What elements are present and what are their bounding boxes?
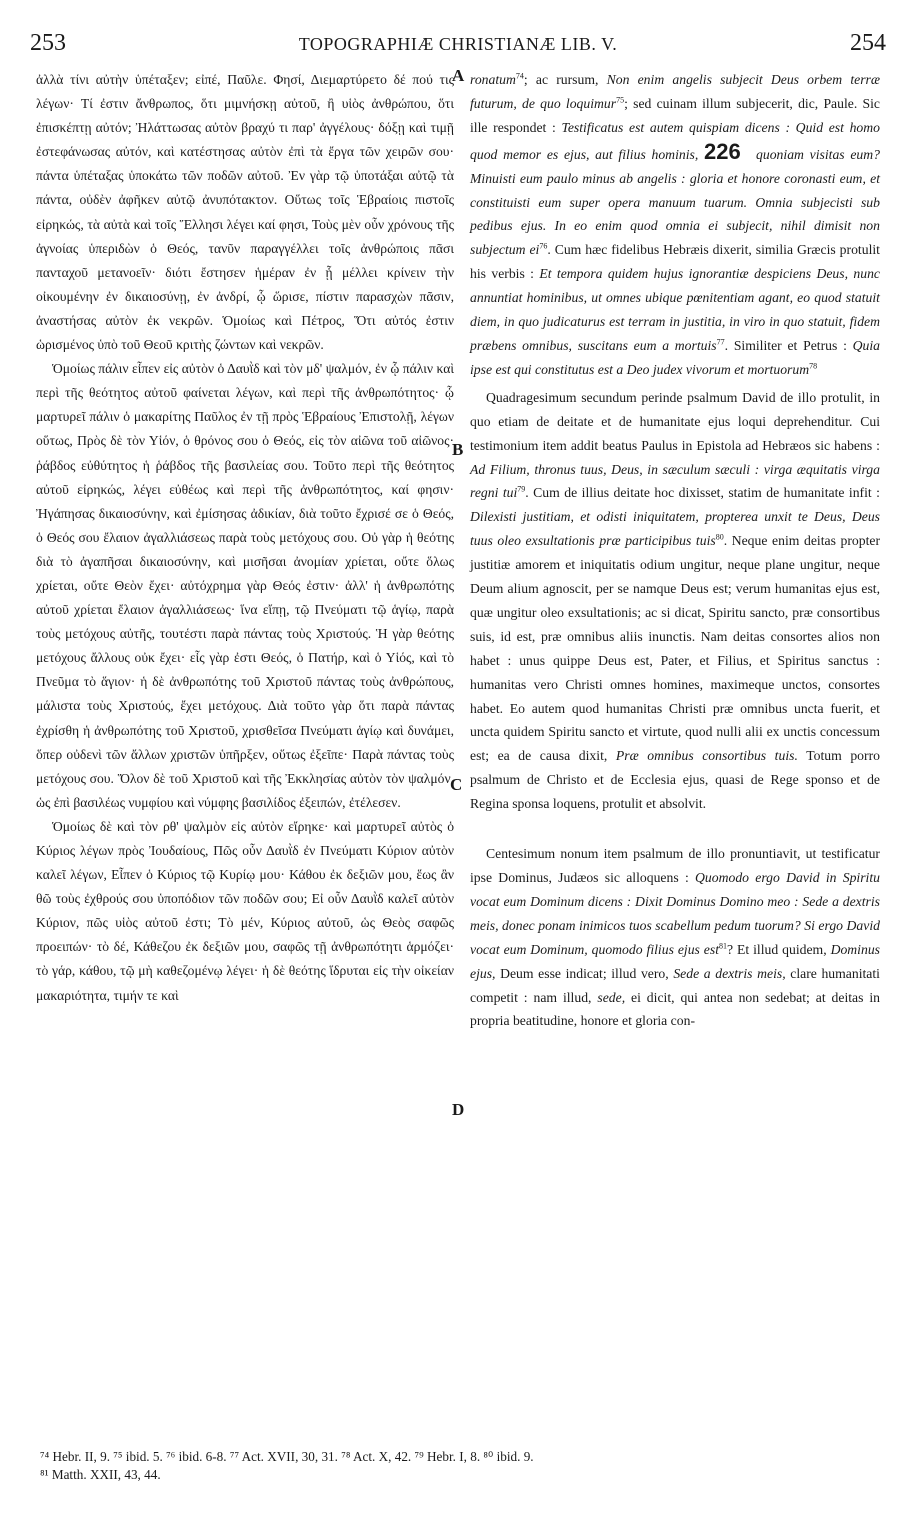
note-ref-77: 77: [716, 337, 725, 347]
greek-column: [36, 68, 454, 1008]
footnotes: [40, 1448, 886, 1484]
column-number: 226: [704, 138, 741, 164]
latin-paragraph-1: ronatum$^{74}$; ac rursum, Non enim angelis subjecit Deus orbem terræ futurum, de quo loquimur$^{75}$; sed cuinam illum subjecerit, dic, Paule. Sic ille respondet : Testificatus est autem quispiam dicens : Quid est homo quod memor es ejus, aut filius hominis, 226 quoniam visitas eum? Minuisti eum paulo minus ab angelis : gloria et honore coronasti eum, et constituisti eum super opera manuum tuarum. Omnia subjecisti sub pedibus ejus. In eo enim quod omnia ei subjecit, nihil dimisit non subjectum $ei^{76}$. Cum hæc fidelibus Hebræis dixerit, similia Græcis protulit his verbis : Et tempora quidem hujus ignorantiæ despiciens Deus, nunc annuntiat hominibus, ut omnes ubique pœnitentiam agant, eo quod statuit diem, in quo judicaturus est terram in justitia, in viro in quo statuit, fidem præbens omnibus, suscitans eum a mortuis$^{77}$. Similiter et Petrus : Quia ipse est qui constitutus est a Deo judex vivorum et mortuorum$^{78}$: [470, 71, 881, 377]
margin-mark-c: C: [450, 775, 463, 794]
running-title: TOPOGRAPHIÆ CHRISTIANÆ LIB. V.: [298, 34, 618, 54]
latin-paragraph-3: Centesimum nonum item psalmum de illo pronuntiavit, ut testificatur ipse Dominus, Judæos sic alloquens : Quomodo ergo David in Spiritu vocat eum Dominum dicens : Dixit Dominus Domino meo : Sede a dextris meis, donec ponam inimicos tuos scabellum pedum tuorum? Si ergo David vocat eum Dominum, quomodo filius ejus est$^{81}$? Et illud quidem, Dominus ejus, Deum esse indicat; illud vero, Sede a dextris meis, clare humanitati competit : nam illud, sede, ei dicit, qui antea non sedebat; at deitas in propria beatitudine, honore et gloria con-: [470, 846, 881, 1029]
latin-column: [470, 68, 880, 1033]
note-ref-76: 76: [539, 241, 548, 251]
footnote-line-1: ⁷⁴ Hebr. II, 9. ⁷⁵ ibid. 5. ⁷⁶ ibid. 6-8. ⁷⁷ Act. XVII, 30, 31. ⁷⁸ Act. X, 42. ⁷⁹ Hebr. I, 8. ⁸⁰ ibid. 9.: [40, 1449, 534, 1464]
page-header: [30, 30, 886, 64]
note-ref-81: 81: [719, 941, 728, 951]
note-ref-75: 75: [616, 95, 625, 105]
footnote-line-2: ⁸¹ Matth. XXII, 43, 44.: [40, 1467, 161, 1482]
page-number-left: 253: [30, 30, 66, 56]
latin-paragraph-2: Quadragesimum secundum perinde psalmum David de illo protulit, in quo etiam de deitate et de humanitate ejus loqui deprehenditur. Cui testimonium item addit beatus Paulus in Epistola ad Hebræos sic habens : Ad Filium, thronus tuus, Deus, in sæculum sæculi : virga æquitatis virga regni tui$^{79}$. Cum de illius deitate hoc dixisset, statim de humanitate infit : Dilexisti justitiam, et odisti iniquitatem, propterea unxit te Deus, Deus tuus oleo exsultationis præ participibus tuis$^{80}$. Neque enim deitas propter justitiæ amorem et iniquitatis odium ungitur, neque plane ungitur, neque Deum alium agnoscit, per se namque Deus est; verum humanitas ejus est, quæ ungitur oleo exsultationis; ac si dicat, Spiritu sancto, præ consortibus suis, id est, præ omnibus aliis inunctis. Nam deitas consortes alios non habet : unus quippe Deus est, Pater, et Filius, et Spiritus sanctus : humanitas vero Christi omnes homines, maximeque unctos, consortes habet. Eo autem quod humanitas Christi præ omnibus uncta fuerit, et uncta quidem Spiritu sancto et virtute, quod nulli alii ex unctis concessum est; ea de causa dixit, Præ omnibus consortibus tuis. Totum porro psalmum de Christo et de Ecclesia ejus, quasi de Rege sponso et de Regina sponsa loquens, protulit et absolvit.: [470, 389, 881, 812]
page-number-right: 254: [850, 30, 886, 56]
note-ref-74: 74: [515, 71, 524, 81]
greek-paragraph-1: ἀλλὰ τίνι αὐτὴν ὑπέταξεν; εἰπέ, Παῦλε. Φησί, Διεμαρτύρετο δέ πού τις λέγων· Τί ἐστιν ἄνθρωπος, ὅτι μιμνήσκῃ αὐτοῦ, ἢ υἱὸς ἀνθρώπου, ὅτι ἐπισκέπτῃ αὐτόν; Ἠλάττωσας αὐτὸν βραχύ τι παρ' ἀγγέλους· δόξῃ καὶ τιμῇ ἐστεφάνωσας αὐτόν, καὶ κατέστησας αὐτὸν ἐπὶ τὰ ἔργα τῶν χειρῶν σου· πάντα ὑπέταξας ὑποκάτω τῶν ποδῶν αὐτοῦ. Ἐν γὰρ τῷ ὑποτάξαι αὐτῷ τὰ πάντα, οὐδὲν ἀφῆκεν αὐτῷ ἀνυπότακτον. Οὕτως τοῖς Ἑβραίοις πιστοῖς εἰρηκώς, τὰ αὐτὰ καὶ τοῖς Ἕλλησι λέγει καί φησι, Τοὺς μὲν οὖν χρόνους τῆς ἀγνοίας ὑπεριδὼν ὁ Θεός, τανῦν παραγγέλλει τοῖς ἀνθρώποις πᾶσι πανταχοῦ μετανοεῖν· διότι ἔστησεν ἡμέραν ἐν ᾗ μέλλει κρίνειν τὴν οἰκουμένην ἐν δικαιοσύνῃ, ἐν ἀνδρί, ᾧ ὥρισε, πίστιν παρασχὼν πᾶσιν, ἀναστήσας αὐτὸν ἐκ νεκρῶν. Ὁμοίως καὶ Πέτρος, Ὅτι αὐτός ἐστιν ὡρισμένος ὑπὸ τοῦ Θεοῦ κριτὴς ζώντων καὶ νεκρῶν.: [36, 72, 454, 353]
greek-paragraph-3: Ὁμοίως δὲ καὶ τὸν ρθ' ψαλμὸν εἰς αὐτὸν εἴρηκε· καὶ μαρτυρεῖ αὐτὸς ὁ Κύριος λέγων πρὸς Ἰουδαίους, Πῶς οὖν Δαυῒδ ἐν Πνεύματι Κύριον αὐτὸν καλεῖ λέγων, Εἶπεν ὁ Κύριος τῷ Κυρίῳ μου· Κάθου ἐκ δεξιῶν μου, ἕως ἂν θῶ τοὺς ἐχθρούς σου ὑποπόδιον τῶν ποδῶν σου; Εἰ οὖν Δαυῒδ καλεῖ αὐτὸν Κύριον, πῶς υἱὸς αὐτοῦ ἐστι; Τὸ μέν, Κύριος αὐτοῦ, ὡς Θεὸς σαφῶς προειπών· τὸ δέ, Κάθεζου ἐκ δεξιῶν μου, σαφῶς τῇ ἀνθρωπότητι ἁρμόζει· τὸ γάρ, κάθου, τῷ μὴ καθεζομένῳ λέγει· ἡ δὲ θεότης ἵδρυται εἰς τὴν οἰκείαν μακαριότητα, τιμήν τε καὶ: [36, 818, 454, 1003]
note-ref-78: 78: [809, 361, 818, 371]
note-ref-80: 80: [715, 532, 724, 542]
greek-paragraph-2: Ὁμοίως πάλιν εἶπεν εἰς αὐτὸν ὁ Δαυῒδ καὶ τὸν μδ' ψαλμόν, ἐν ᾧ πάλιν καὶ περὶ τῆς θεότητος αὐτοῦ φαίνεται λέγων, καὶ περὶ τῆς ἀνθρωπότητος· ᾧ μαρτυρεῖ πάλιν ὁ μακαρίτης Παῦλος ἐν τῇ πρὸς Ἑβραίους Ἐπιστολῇ, λέγων οὕτως, Πρὸς δὲ τὸν Υἱόν, ὁ θρόνος σου ὁ Θεός, εἰς τὸν αἰῶνα τοῦ αἰῶνος· ῥάβδος εὐθύτητος ἡ ῥάβδος τῆς βασιλείας σου. Τοῦτο περὶ τῆς θεότητος αὐτοῦ εἰρηκώς, λέγει εὐθέως καὶ περὶ τῆς ἀνθρωπότητος, καί φησιν· Ἠγάπησας δικαιοσύνην, καὶ ἐμίσησας ἀδικίαν, διὰ τοῦτο ἔχρισέ σε ὁ Θεός, ὁ Θεός σου ἔλαιον ἀγαλλιάσεως παρὰ τοὺς μετόχους σου. Οὐ γὰρ ἡ θεότης διὰ τὸ ἀγαπῆσαι δικαιοσύνην, καὶ μισῆσαι ἀνομίαν χρίεται, οὔτε ὅλως χρίεται, οὔτε Θεὸν ἔχει· αὐτόχρημα γὰρ Θεός ἐστιν· ἀλλ' ἡ ἀνθρωπότης αὐτοῦ χρίεται ἔλαιον ἀγαλλιάσεως· ἵνα εἴπῃ, τῷ Πνεύματι τῷ ἁγίῳ, παρὰ τοὺς μετόχους αὐτῆς, τουτέστι παρὰ πάντας τοὺς Χριστούς. Ἡ γὰρ θεότης μετόχους ἄλλους οὐκ ἔχει· εἷς γὰρ ἐστι Θεός, ὁ Πατήρ, καὶ ὁ Υἱός, καὶ τὸ Πνεῦμα τὸ ἅγιον· ἡ δὲ ἀνθρωπότης τοῦ Χριστοῦ πάντας τοὺς ἀνθρώπους, μάλιστα τοὺς Χριστούς, ἔχει μετόχους. Διὰ τοῦτο γὰρ ὅτι παρὰ πάντας ἐχρίσθη ἡ ἀνθρωπότης τοῦ Χριστοῦ, χρισθεῖσα Πνεύματι ἁγίῳ καὶ δυνάμει, ὅπερ οὐδενὶ τῶν ἄλλων χριστῶν ὑπῆρξεν, οὕτως ἐξεῖπε· Παρὰ πάντας τοὺς μετόχους σου. Ὅλον δὲ τοῦ Χριστοῦ καὶ τῆς Ἐκκλησίας αὐτὸν τὸν ψαλμόν, ὡς ἐπὶ βασιλέως νυμφίου καὶ νύμφης βασιλίδος ἐξειπών, ἐτέλεσεν.: [36, 361, 454, 810]
margin-mark-b: B: [452, 440, 464, 459]
margin-mark-a: A: [452, 66, 465, 85]
margin-mark-d: D: [452, 1100, 465, 1119]
note-ref-79: 79: [517, 484, 526, 494]
